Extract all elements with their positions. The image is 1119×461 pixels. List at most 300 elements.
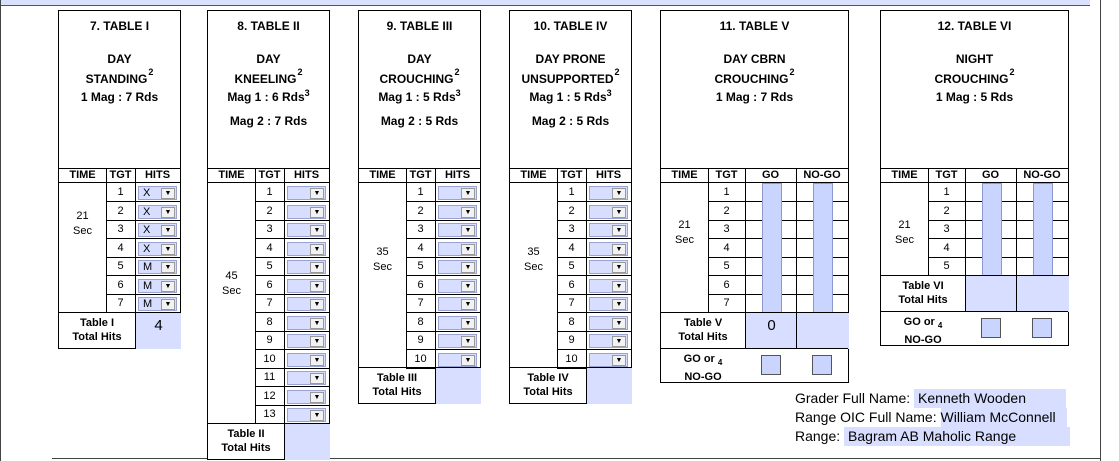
- dropdown-arrow-icon[interactable]: ▼: [310, 188, 324, 199]
- dropdown-arrow-icon[interactable]: ▼: [612, 225, 626, 236]
- dropdown-arrow-icon[interactable]: ▼: [461, 188, 475, 199]
- hit-cell: [135, 276, 180, 294]
- table-row: [406, 331, 480, 350]
- hit-dropdown[interactable]: [287, 297, 326, 311]
- magazine-info: [208, 81, 329, 133]
- target-number: 4: [943, 241, 950, 254]
- grid-header: [359, 169, 480, 183]
- dropdown-arrow-icon[interactable]: ▼: [310, 299, 324, 310]
- table-row: [106, 202, 180, 221]
- target-number: 5: [117, 260, 124, 272]
- table-row: [406, 239, 480, 258]
- total-label-line: Total Hits: [523, 386, 573, 398]
- hit-dropdown[interactable]: [438, 334, 477, 348]
- qual-table-card: [358, 10, 481, 404]
- hit-dropdown[interactable]: [287, 408, 326, 422]
- column-header: TIME: [891, 169, 918, 181]
- mag-rounds: Mag 2 : 5 Rds: [531, 114, 610, 128]
- table-row: [106, 257, 180, 276]
- hit-dropdown[interactable]: [138, 279, 177, 293]
- mag-rounds: Mag 2 : 5 Rds: [380, 114, 459, 128]
- dropdown-arrow-icon[interactable]: ▼: [310, 355, 324, 366]
- footnote-ref: 2: [454, 67, 460, 77]
- table-title: 8. TABLE II: [237, 19, 300, 33]
- dropdown-arrow-icon[interactable]: ▼: [161, 188, 175, 199]
- table-row: [557, 350, 631, 369]
- grader-info: [795, 389, 1070, 446]
- hit-cell: [435, 313, 480, 331]
- total-hits-label: [881, 279, 965, 307]
- table-row: [255, 202, 329, 221]
- hit-dropdown[interactable]: [438, 316, 477, 330]
- column-header: TGT: [715, 169, 738, 181]
- hit-cell: [284, 239, 329, 257]
- hit-dropdown[interactable]: [138, 186, 177, 200]
- total-hits-field[interactable]: [435, 368, 481, 404]
- page-border-left: [0, 0, 1, 461]
- grid-header: [661, 169, 848, 183]
- footnote-ref: 2: [297, 67, 303, 77]
- mag-rounds: Mag 1 : 5 Rds: [378, 90, 456, 104]
- hit-value: X: [143, 242, 151, 255]
- table-row: [106, 276, 180, 295]
- hit-dropdown[interactable]: [287, 260, 326, 274]
- dropdown-arrow-icon[interactable]: ▼: [310, 373, 324, 384]
- dropdown-arrow-icon[interactable]: ▼: [310, 318, 324, 329]
- table-title: 11. TABLE V: [719, 19, 790, 33]
- hit-cell: [135, 202, 180, 220]
- hit-cell: [284, 405, 329, 423]
- table-row: [406, 183, 480, 202]
- target-number: 2: [568, 204, 575, 217]
- table-row: [406, 350, 480, 369]
- dropdown-arrow-icon[interactable]: ▼: [310, 207, 324, 218]
- column-header: TIME: [69, 169, 96, 181]
- hit-dropdown[interactable]: [438, 205, 477, 219]
- hit-cell: [284, 350, 329, 368]
- time-value: 21: [678, 219, 691, 231]
- target-number: 5: [417, 260, 424, 272]
- target-number: 3: [943, 223, 950, 235]
- hit-dropdown[interactable]: [287, 242, 326, 256]
- dropdown-arrow-icon[interactable]: ▼: [612, 281, 626, 292]
- hit-dropdown[interactable]: [287, 205, 326, 219]
- hit-dropdown[interactable]: [589, 223, 628, 237]
- dropdown-arrow-icon[interactable]: ▼: [612, 318, 626, 329]
- total-label-line: Table I: [79, 316, 115, 329]
- hit-dropdown[interactable]: [438, 279, 477, 293]
- mode-line-2: CROUCHING: [934, 72, 1009, 86]
- target-number: 3: [266, 223, 273, 235]
- column-header: GO: [761, 169, 780, 181]
- table-row: [255, 313, 329, 332]
- dropdown-arrow-icon[interactable]: ▼: [310, 244, 324, 255]
- target-number: 2: [417, 204, 424, 217]
- total-label-line: Total Hits: [678, 330, 728, 343]
- hit-cell: [435, 202, 480, 220]
- total-hits-field[interactable]: [965, 276, 1017, 312]
- target-number: 13: [263, 408, 276, 420]
- footnote-ref: 3: [455, 88, 461, 98]
- total-label-line: Total Hits: [372, 386, 422, 398]
- hit-dropdown[interactable]: [138, 242, 177, 256]
- time-value: 35: [376, 246, 389, 258]
- hit-cell: [586, 313, 631, 331]
- time-limit: [881, 218, 928, 248]
- total-hits-field[interactable]: [135, 313, 181, 349]
- dropdown-arrow-icon[interactable]: ▼: [310, 262, 324, 273]
- firing-position: [881, 51, 1068, 87]
- hit-cell: [586, 350, 631, 368]
- hit-cell: [435, 331, 480, 349]
- mode-line-2: STANDING: [85, 72, 148, 86]
- hit-dropdown[interactable]: [287, 279, 326, 293]
- go-checkbox-column[interactable]: [982, 183, 1002, 276]
- column-header: TIME: [671, 169, 698, 181]
- magazine-info: [510, 81, 631, 133]
- magazine-info: [881, 85, 1068, 109]
- hit-dropdown[interactable]: [589, 260, 628, 274]
- dropdown-arrow-icon[interactable]: ▼: [612, 355, 626, 366]
- dropdown-arrow-icon[interactable]: ▼: [612, 336, 626, 347]
- table-row: [255, 183, 329, 202]
- hit-dropdown[interactable]: [589, 297, 628, 311]
- dropdown-arrow-icon[interactable]: ▼: [461, 336, 475, 347]
- table-row: [255, 239, 329, 258]
- total-label-line: Table V: [683, 316, 723, 329]
- table-row: [255, 405, 329, 424]
- target-number: 7: [266, 297, 273, 309]
- dropdown-arrow-icon[interactable]: ▼: [461, 207, 475, 218]
- nogo-checkbox-column[interactable]: [1033, 183, 1053, 276]
- hit-cell: [284, 220, 329, 238]
- target-number: 1: [568, 186, 575, 198]
- footnote-ref: 3: [304, 88, 310, 98]
- scoring-grid: [208, 168, 329, 424]
- scoring-grid: [59, 168, 180, 313]
- hit-value: M: [143, 261, 153, 273]
- hit-cell: [586, 183, 631, 201]
- total-hits-row: [510, 367, 631, 404]
- grader-label: Grader Full Name:: [795, 390, 911, 406]
- target-number: 10: [263, 352, 276, 365]
- hit-dropdown[interactable]: [438, 260, 477, 274]
- total-hits-row: [208, 423, 329, 460]
- hit-cell: [284, 387, 329, 405]
- hit-cell: [135, 239, 180, 257]
- hit-dropdown[interactable]: [589, 242, 628, 256]
- hit-cell: [284, 276, 329, 294]
- table-row: [106, 220, 180, 239]
- target-number: 7: [417, 297, 424, 309]
- mode-line-1: DAY: [107, 52, 132, 66]
- time-value: 21: [898, 219, 911, 231]
- dropdown-arrow-icon[interactable]: ▼: [310, 410, 324, 421]
- hit-dropdown[interactable]: [438, 297, 477, 311]
- hit-dropdown[interactable]: [287, 223, 326, 237]
- total-hits-value: 0: [767, 316, 776, 334]
- dropdown-arrow-icon[interactable]: ▼: [461, 355, 475, 366]
- go-checkbox-column[interactable]: [762, 183, 782, 313]
- target-number: 9: [266, 334, 273, 346]
- qual-table-card: [660, 10, 849, 383]
- mode-line-1: DAY CBRN: [723, 52, 786, 66]
- column-header: TGT: [409, 169, 432, 181]
- grid-header: [510, 169, 631, 183]
- hit-dropdown[interactable]: [287, 334, 326, 348]
- range-field[interactable]: Bagram AB Maholic Range: [844, 427, 1070, 446]
- hit-dropdown[interactable]: [138, 297, 177, 311]
- dropdown-arrow-icon[interactable]: ▼: [612, 262, 626, 273]
- hit-cell: [284, 313, 329, 331]
- go-nogo-label-line: GO or: [683, 352, 715, 365]
- column-header: TGT: [935, 169, 958, 181]
- target-number: 3: [568, 223, 575, 235]
- target-number: 9: [568, 334, 575, 346]
- hit-dropdown[interactable]: [589, 353, 628, 367]
- column-header: GO: [981, 169, 1000, 181]
- mag-rounds: 1 Mag : 5 Rds: [935, 90, 1014, 104]
- table-row: [557, 183, 631, 202]
- table-row: [106, 183, 180, 202]
- qual-table-card: [207, 10, 330, 460]
- table-row: [557, 257, 631, 276]
- column-header: HITS: [144, 169, 171, 181]
- dropdown-arrow-icon[interactable]: ▼: [310, 281, 324, 292]
- mag-rounds: Mag 1 : 5 Rds: [529, 90, 607, 104]
- target-number: 7: [723, 297, 730, 309]
- target-number: 6: [266, 278, 273, 291]
- dropdown-arrow-icon[interactable]: ▼: [310, 336, 324, 347]
- hit-dropdown[interactable]: [287, 186, 326, 200]
- grader-name-field[interactable]: Kenneth Wooden: [914, 389, 1066, 408]
- footnote-ref: 4: [717, 357, 723, 367]
- go-nogo-label-line: GO or: [903, 315, 935, 328]
- hit-dropdown[interactable]: [287, 390, 326, 404]
- table-row: [406, 220, 480, 239]
- scoring-grid: [359, 168, 480, 368]
- target-number: 12: [263, 389, 276, 402]
- nogo-checkbox[interactable]: [1032, 318, 1052, 338]
- target-number: 1: [117, 186, 124, 198]
- column-header: TIME: [218, 169, 245, 181]
- dropdown-arrow-icon[interactable]: ▼: [461, 225, 475, 236]
- hit-dropdown[interactable]: [589, 186, 628, 200]
- total-label-line: Table III: [376, 372, 418, 384]
- oic-name-field[interactable]: William McConnell: [941, 408, 1067, 427]
- table-row: [255, 276, 329, 295]
- hit-dropdown[interactable]: [287, 371, 326, 385]
- target-number: 2: [266, 204, 273, 217]
- nogo-checkbox[interactable]: [812, 355, 832, 375]
- range-label: Range:: [795, 428, 841, 444]
- hit-cell: [435, 294, 480, 312]
- table-row: [255, 294, 329, 313]
- mode-line-2: CROUCHING: [379, 72, 454, 86]
- go-nogo-label-line: NO-GO: [684, 370, 722, 383]
- table-row: [557, 331, 631, 350]
- scoring-grid: [661, 168, 848, 313]
- dropdown-arrow-icon[interactable]: ▼: [310, 392, 324, 403]
- time-limit: [359, 245, 406, 275]
- total-hits-label: [510, 371, 586, 399]
- hit-dropdown[interactable]: [438, 242, 477, 256]
- hit-dropdown[interactable]: [589, 316, 628, 330]
- hit-value: X: [143, 187, 151, 199]
- hit-dropdown[interactable]: [589, 279, 628, 293]
- dropdown-arrow-icon[interactable]: ▼: [612, 299, 626, 310]
- hit-value: X: [143, 205, 151, 218]
- nogo-checkbox-column[interactable]: [813, 183, 833, 313]
- dropdown-arrow-icon[interactable]: ▼: [161, 244, 175, 255]
- go-nogo-label: [661, 352, 745, 384]
- table-title: 9. TABLE III: [386, 19, 453, 33]
- hit-dropdown[interactable]: [438, 186, 477, 200]
- total-hits-row: [59, 312, 180, 349]
- dropdown-arrow-icon[interactable]: ▼: [161, 262, 175, 273]
- scoring-grid: [881, 168, 1068, 276]
- target-number: 1: [943, 186, 950, 198]
- hit-cell: [586, 276, 631, 294]
- dropdown-arrow-icon[interactable]: ▼: [612, 188, 626, 199]
- table-row: [557, 276, 631, 295]
- hit-dropdown[interactable]: [138, 260, 177, 274]
- hit-cell: [135, 294, 180, 312]
- qual-table-card: [58, 10, 181, 349]
- hit-cell: [586, 294, 631, 312]
- target-number: 10: [565, 352, 578, 365]
- target-number: 6: [568, 278, 575, 291]
- target-number: 4: [117, 241, 124, 254]
- target-number: 2: [723, 204, 730, 217]
- mag-rounds: Mag 1 : 6 Rds: [227, 90, 305, 104]
- hit-dropdown[interactable]: [589, 334, 628, 348]
- column-header: TGT: [109, 169, 132, 181]
- dropdown-arrow-icon[interactable]: ▼: [612, 244, 626, 255]
- magazine-info: [359, 81, 480, 133]
- total-hits-label: [359, 371, 435, 399]
- column-header: HITS: [293, 169, 320, 181]
- table-row: [255, 350, 329, 369]
- total-label-line: Total Hits: [221, 441, 271, 454]
- hit-dropdown[interactable]: [438, 223, 477, 237]
- go-nogo-row: [661, 348, 848, 383]
- footnote-ref: 2: [614, 67, 620, 77]
- mag-rounds: Mag 2 : 7 Rds: [229, 114, 308, 128]
- go-nogo-label-line: NO-GO: [904, 333, 942, 346]
- table-row: [406, 202, 480, 221]
- target-number: 9: [417, 334, 424, 346]
- table-title: 12. TABLE VI: [937, 19, 1012, 33]
- dropdown-arrow-icon[interactable]: ▼: [161, 299, 175, 310]
- time-unit: Sec: [675, 234, 694, 246]
- dropdown-arrow-icon[interactable]: ▼: [461, 281, 475, 292]
- hit-dropdown[interactable]: [287, 353, 326, 367]
- table-row: [557, 313, 631, 332]
- total-hits-extra: [1016, 276, 1069, 312]
- column-header: HITS: [444, 169, 471, 181]
- page-border-right: [1100, 0, 1101, 461]
- target-number: 4: [417, 241, 424, 254]
- hit-cell: [435, 220, 480, 238]
- table-row: [406, 276, 480, 295]
- table-row: [255, 331, 329, 350]
- total-label-line: Table VI: [902, 279, 944, 292]
- time-unit: Sec: [524, 261, 543, 273]
- target-number: 1: [723, 186, 730, 198]
- hit-cell: [284, 331, 329, 349]
- target-number: 1: [266, 186, 273, 198]
- hit-cell: [586, 220, 631, 238]
- column-header: TIME: [369, 169, 396, 181]
- dropdown-arrow-icon[interactable]: ▼: [161, 225, 175, 236]
- time-unit: Sec: [222, 285, 241, 297]
- target-number: 3: [723, 223, 730, 235]
- hit-cell: [135, 257, 180, 275]
- dropdown-arrow-icon[interactable]: ▼: [461, 318, 475, 329]
- oic-label: Range OIC Full Name:: [795, 409, 937, 425]
- firing-position: [661, 51, 848, 87]
- hit-cell: [586, 202, 631, 220]
- footnote-ref: 2: [1009, 67, 1015, 77]
- target-number: 8: [568, 315, 575, 328]
- time-limit: [208, 269, 255, 299]
- magazine-info: [59, 85, 180, 109]
- dropdown-arrow-icon[interactable]: ▼: [461, 262, 475, 273]
- dropdown-arrow-icon[interactable]: ▼: [310, 225, 324, 236]
- hit-cell: [284, 257, 329, 275]
- hit-dropdown[interactable]: [287, 316, 326, 330]
- dropdown-arrow-icon[interactable]: ▼: [612, 207, 626, 218]
- hit-dropdown[interactable]: [589, 205, 628, 219]
- time-unit: Sec: [73, 225, 92, 237]
- hit-cell: [586, 331, 631, 349]
- total-hits-row: [881, 275, 1068, 312]
- hit-dropdown[interactable]: [138, 223, 177, 237]
- hit-cell: [135, 220, 180, 238]
- total-hits-field[interactable]: [745, 313, 797, 349]
- qual-table-card: [509, 10, 632, 404]
- go-checkbox[interactable]: [981, 318, 1001, 338]
- table-row: [106, 294, 180, 313]
- hit-cell: [435, 239, 480, 257]
- mag-rounds: 1 Mag : 7 Rds: [715, 90, 794, 104]
- hit-dropdown[interactable]: [138, 205, 177, 219]
- magazine-info: [661, 85, 848, 109]
- mode-line-2: CROUCHING: [714, 72, 789, 86]
- dropdown-arrow-icon[interactable]: ▼: [461, 299, 475, 310]
- mode-line-1: DAY: [256, 52, 281, 66]
- hit-cell: [284, 294, 329, 312]
- dropdown-arrow-icon[interactable]: ▼: [161, 281, 175, 292]
- hit-dropdown[interactable]: [438, 353, 477, 367]
- target-number: 6: [417, 278, 424, 291]
- grid-header: [208, 169, 329, 183]
- dropdown-arrow-icon[interactable]: ▼: [161, 207, 175, 218]
- total-hits-field[interactable]: [284, 424, 330, 460]
- go-checkbox[interactable]: [761, 355, 781, 375]
- table-row: [255, 368, 329, 387]
- hit-cell: [435, 350, 480, 368]
- dropdown-arrow-icon[interactable]: ▼: [461, 244, 475, 255]
- table-row: [406, 313, 480, 332]
- firing-position: [59, 51, 180, 87]
- target-number: 8: [266, 315, 273, 328]
- table-row: [406, 294, 480, 313]
- time-limit: [510, 245, 557, 275]
- total-hits-row: [661, 312, 848, 349]
- total-hits-field[interactable]: [586, 368, 632, 404]
